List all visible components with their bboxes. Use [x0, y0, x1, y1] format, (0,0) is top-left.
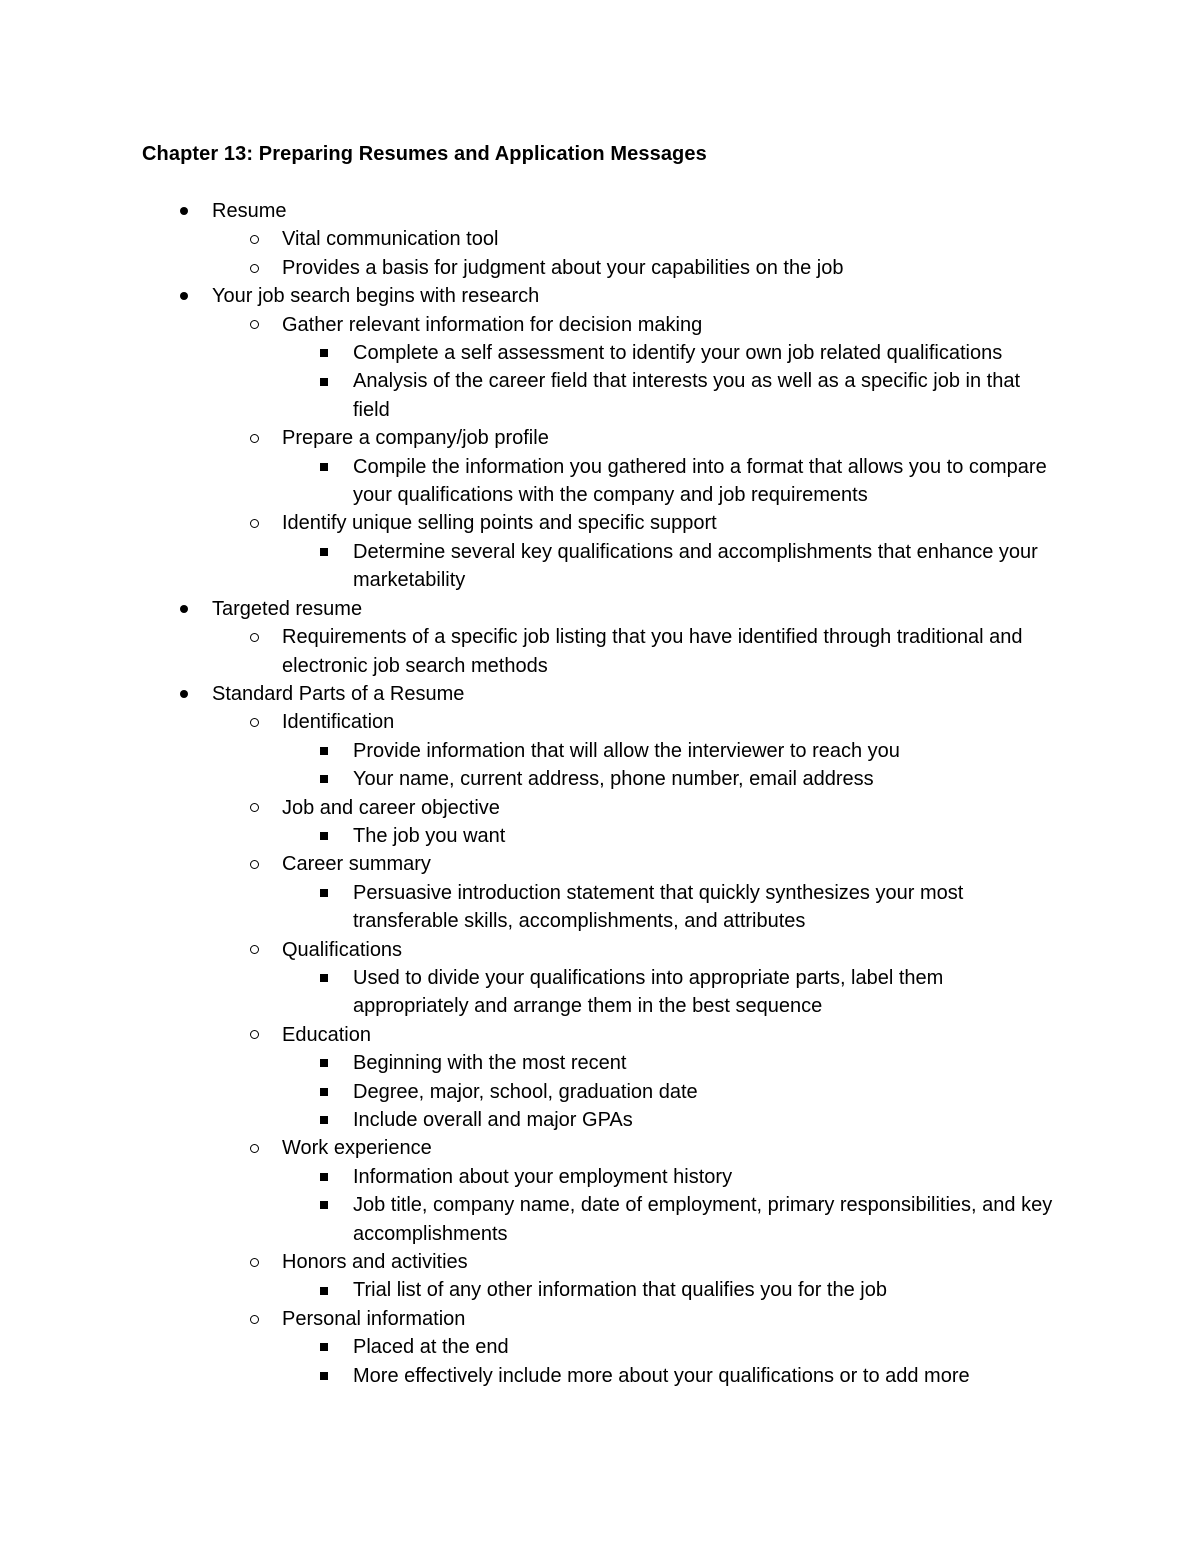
- filled-square-bullet-icon: [320, 1201, 328, 1209]
- hollow-circle-bullet-icon: [250, 718, 259, 727]
- list-item-level-1: [0, 794, 1062, 822]
- bullet-marker: [317, 737, 331, 765]
- list-item-level-1: [0, 1021, 1062, 1049]
- bullet-marker: [247, 936, 261, 964]
- list-item-text: Trial list of any other information that qualifies you for the job: [353, 1279, 887, 1302]
- list-item-text: Qualifications: [282, 938, 403, 961]
- filled-square-bullet-icon: [320, 349, 328, 357]
- bullet-marker: [317, 1163, 331, 1191]
- list-item-level-2: [0, 1276, 1058, 1304]
- bullet-marker: [247, 225, 261, 253]
- list-item-level-2: [0, 453, 1058, 510]
- list-item-level-1: [0, 254, 1062, 282]
- filled-square-bullet-icon: [320, 1088, 328, 1096]
- bullet-marker: [247, 1134, 261, 1162]
- list-item-text: Work experience: [282, 1137, 432, 1160]
- list-item-level-2: [0, 964, 1058, 1021]
- list-item-text: Placed at the end: [353, 1336, 509, 1359]
- list-item-level-2: [0, 1163, 1058, 1191]
- list-item-text: Resume: [212, 200, 287, 222]
- list-item-level-2: [0, 367, 1058, 424]
- filled-square-bullet-icon: [320, 463, 328, 471]
- list-item-text: Prepare a company/job profile: [282, 427, 549, 450]
- bullet-marker: [247, 794, 261, 822]
- hollow-circle-bullet-icon: [250, 519, 259, 528]
- filled-square-bullet-icon: [320, 378, 328, 386]
- list-item-level-2: [0, 879, 1058, 936]
- hollow-circle-bullet-icon: [250, 434, 259, 443]
- bullet-marker: [317, 879, 331, 907]
- list-item-text: Compile the information you gathered into a format that allows you to compare your qualifications with the company and job requirements: [353, 455, 1047, 507]
- list-item-level-2: [0, 1078, 1058, 1106]
- list-item-text: Identification: [282, 711, 395, 734]
- list-item-level-2: [0, 538, 1058, 595]
- filled-square-bullet-icon: [320, 775, 328, 783]
- list-item-text: Include overall and major GPAs: [353, 1109, 633, 1131]
- list-item-level-1: [0, 1248, 1062, 1276]
- list-item-text: Persuasive introduction statement that quickly synthesizes your most transferable skills, accomplishments, and attributes: [353, 881, 964, 933]
- bullet-marker: [317, 1333, 331, 1361]
- bullet-marker: [247, 708, 261, 736]
- list-item-level-1: [0, 623, 1062, 680]
- filled-square-bullet-icon: [320, 1116, 328, 1124]
- list-item-text: Complete a self assessment to identify your own job related qualifications: [353, 342, 1003, 365]
- list-item-text: Education: [282, 1023, 371, 1046]
- list-item-level-2: [0, 339, 1058, 367]
- list-item-level-2: [0, 822, 1058, 850]
- bullet-marker: [317, 1049, 331, 1077]
- bullet-marker: [247, 311, 261, 339]
- list-item-text: Provide information that will allow the interviewer to reach you: [353, 739, 900, 762]
- list-item-text: Career summary: [282, 853, 431, 876]
- hollow-circle-bullet-icon: [250, 1144, 259, 1153]
- list-item-text: Degree, major, school, graduation date: [353, 1080, 698, 1103]
- list-item-level-1: [0, 509, 1062, 537]
- list-item-text: Used to divide your qualifications into appropriate parts, label them appropriately and arrange them in the best sequence: [353, 966, 944, 1018]
- filled-square-bullet-icon: [320, 1343, 328, 1351]
- list-item-level-1: [0, 936, 1062, 964]
- list-item-level-1: [0, 225, 1062, 253]
- list-item-level-0: [0, 282, 1052, 310]
- list-item-text: Requirements of a specific job listing that you have identified through traditional and electronic job search methods: [282, 626, 1023, 677]
- hollow-circle-bullet-icon: [250, 235, 259, 244]
- bullet-marker: [317, 538, 331, 566]
- hollow-circle-bullet-icon: [250, 860, 259, 869]
- list-item-text: Standard Parts of a Resume: [212, 682, 465, 705]
- list-item-text: Your job search begins with research: [212, 285, 540, 308]
- list-item-level-1: [0, 1305, 1062, 1333]
- bullet-marker: [247, 509, 261, 537]
- page-title: Chapter 13: Preparing Resumes and Application Messages: [142, 143, 707, 165]
- list-item-text: Analysis of the career field that interests you as well as a specific job in that field: [353, 370, 1021, 421]
- bullet-marker: [247, 254, 261, 282]
- list-item-text: Vital communication tool: [282, 228, 499, 251]
- list-item-level-2: [0, 1049, 1058, 1077]
- filled-circle-bullet-icon: [180, 605, 188, 613]
- list-item-level-1: [0, 708, 1062, 736]
- list-item-level-1: [0, 850, 1062, 878]
- bullet-marker: [317, 822, 331, 850]
- list-item-text: Beginning with the most recent: [353, 1052, 627, 1075]
- hollow-circle-bullet-icon: [250, 1315, 259, 1324]
- hollow-circle-bullet-icon: [250, 1030, 259, 1039]
- list-item-text: Determine several key qualifications and accomplishments that enhance your marketability: [353, 540, 1038, 592]
- bullet-marker: [317, 367, 331, 395]
- list-item-text: Job title, company name, date of employment, primary responsibilities, and key accomplishments: [353, 1194, 1053, 1245]
- bullet-marker: [317, 964, 331, 992]
- filled-square-bullet-icon: [320, 1372, 328, 1380]
- bullet-marker: [247, 1305, 261, 1333]
- bullet-outline: [0, 197, 1200, 1390]
- hollow-circle-bullet-icon: [250, 320, 259, 329]
- list-item-text: Job and career objective: [282, 796, 500, 819]
- bullet-marker: [317, 1106, 331, 1134]
- list-item-text: Provides a basis for judgment about your capabilities on the job: [282, 256, 844, 279]
- filled-circle-bullet-icon: [180, 690, 188, 698]
- filled-square-bullet-icon: [320, 1173, 328, 1181]
- list-item-level-0: [0, 680, 1052, 708]
- list-item-level-1: [0, 311, 1062, 339]
- bullet-marker: [317, 1078, 331, 1106]
- list-item-level-2: [0, 1191, 1058, 1248]
- filled-square-bullet-icon: [320, 548, 328, 556]
- list-item-level-1: [0, 424, 1062, 452]
- filled-square-bullet-icon: [320, 832, 328, 840]
- list-item-level-2: [0, 1333, 1058, 1361]
- bullet-marker: [247, 1021, 261, 1049]
- filled-square-bullet-icon: [320, 747, 328, 755]
- bullet-marker: [317, 1191, 331, 1219]
- bullet-marker: [317, 765, 331, 793]
- list-item-text: Your name, current address, phone number, email address: [353, 768, 874, 791]
- list-item-text: Targeted resume: [212, 597, 363, 620]
- list-item-level-1: [0, 1134, 1062, 1162]
- bullet-marker: [317, 339, 331, 367]
- list-item-level-2: [0, 737, 1058, 765]
- list-item-level-0: [0, 595, 1052, 623]
- filled-square-bullet-icon: [320, 1059, 328, 1067]
- filled-square-bullet-icon: [320, 889, 328, 897]
- list-item-text: Identify unique selling points and specific support: [282, 512, 717, 535]
- filled-circle-bullet-icon: [180, 292, 188, 300]
- list-item-level-2: [0, 765, 1058, 793]
- list-item-text: Personal information: [282, 1307, 466, 1330]
- bullet-marker: [177, 282, 191, 310]
- filled-square-bullet-icon: [320, 1287, 328, 1295]
- hollow-circle-bullet-icon: [250, 803, 259, 812]
- bullet-marker: [317, 453, 331, 481]
- bullet-marker: [177, 680, 191, 708]
- bullet-marker: [317, 1362, 331, 1390]
- bullet-marker: [177, 595, 191, 623]
- filled-square-bullet-icon: [320, 974, 328, 982]
- list-item-level-2: [0, 1106, 1058, 1134]
- list-item-level-0: [0, 197, 1052, 225]
- hollow-circle-bullet-icon: [250, 1258, 259, 1267]
- hollow-circle-bullet-icon: [250, 945, 259, 954]
- bullet-marker: [247, 850, 261, 878]
- bullet-marker: [317, 1276, 331, 1304]
- list-item-text: Information about your employment history: [353, 1165, 733, 1188]
- hollow-circle-bullet-icon: [250, 633, 259, 642]
- list-item-text: The job you want: [353, 824, 506, 847]
- list-item-level-2: [0, 1362, 1058, 1390]
- list-item-text: Gather relevant information for decision making: [282, 313, 703, 336]
- hollow-circle-bullet-icon: [250, 264, 259, 273]
- filled-circle-bullet-icon: [180, 207, 188, 215]
- list-item-text: More effectively include more about your qualifications or to add more: [353, 1364, 970, 1387]
- bullet-marker: [247, 623, 261, 651]
- bullet-marker: [247, 1248, 261, 1276]
- bullet-marker: [177, 197, 191, 225]
- bullet-marker: [247, 424, 261, 452]
- list-item-text: Honors and activities: [282, 1251, 468, 1274]
